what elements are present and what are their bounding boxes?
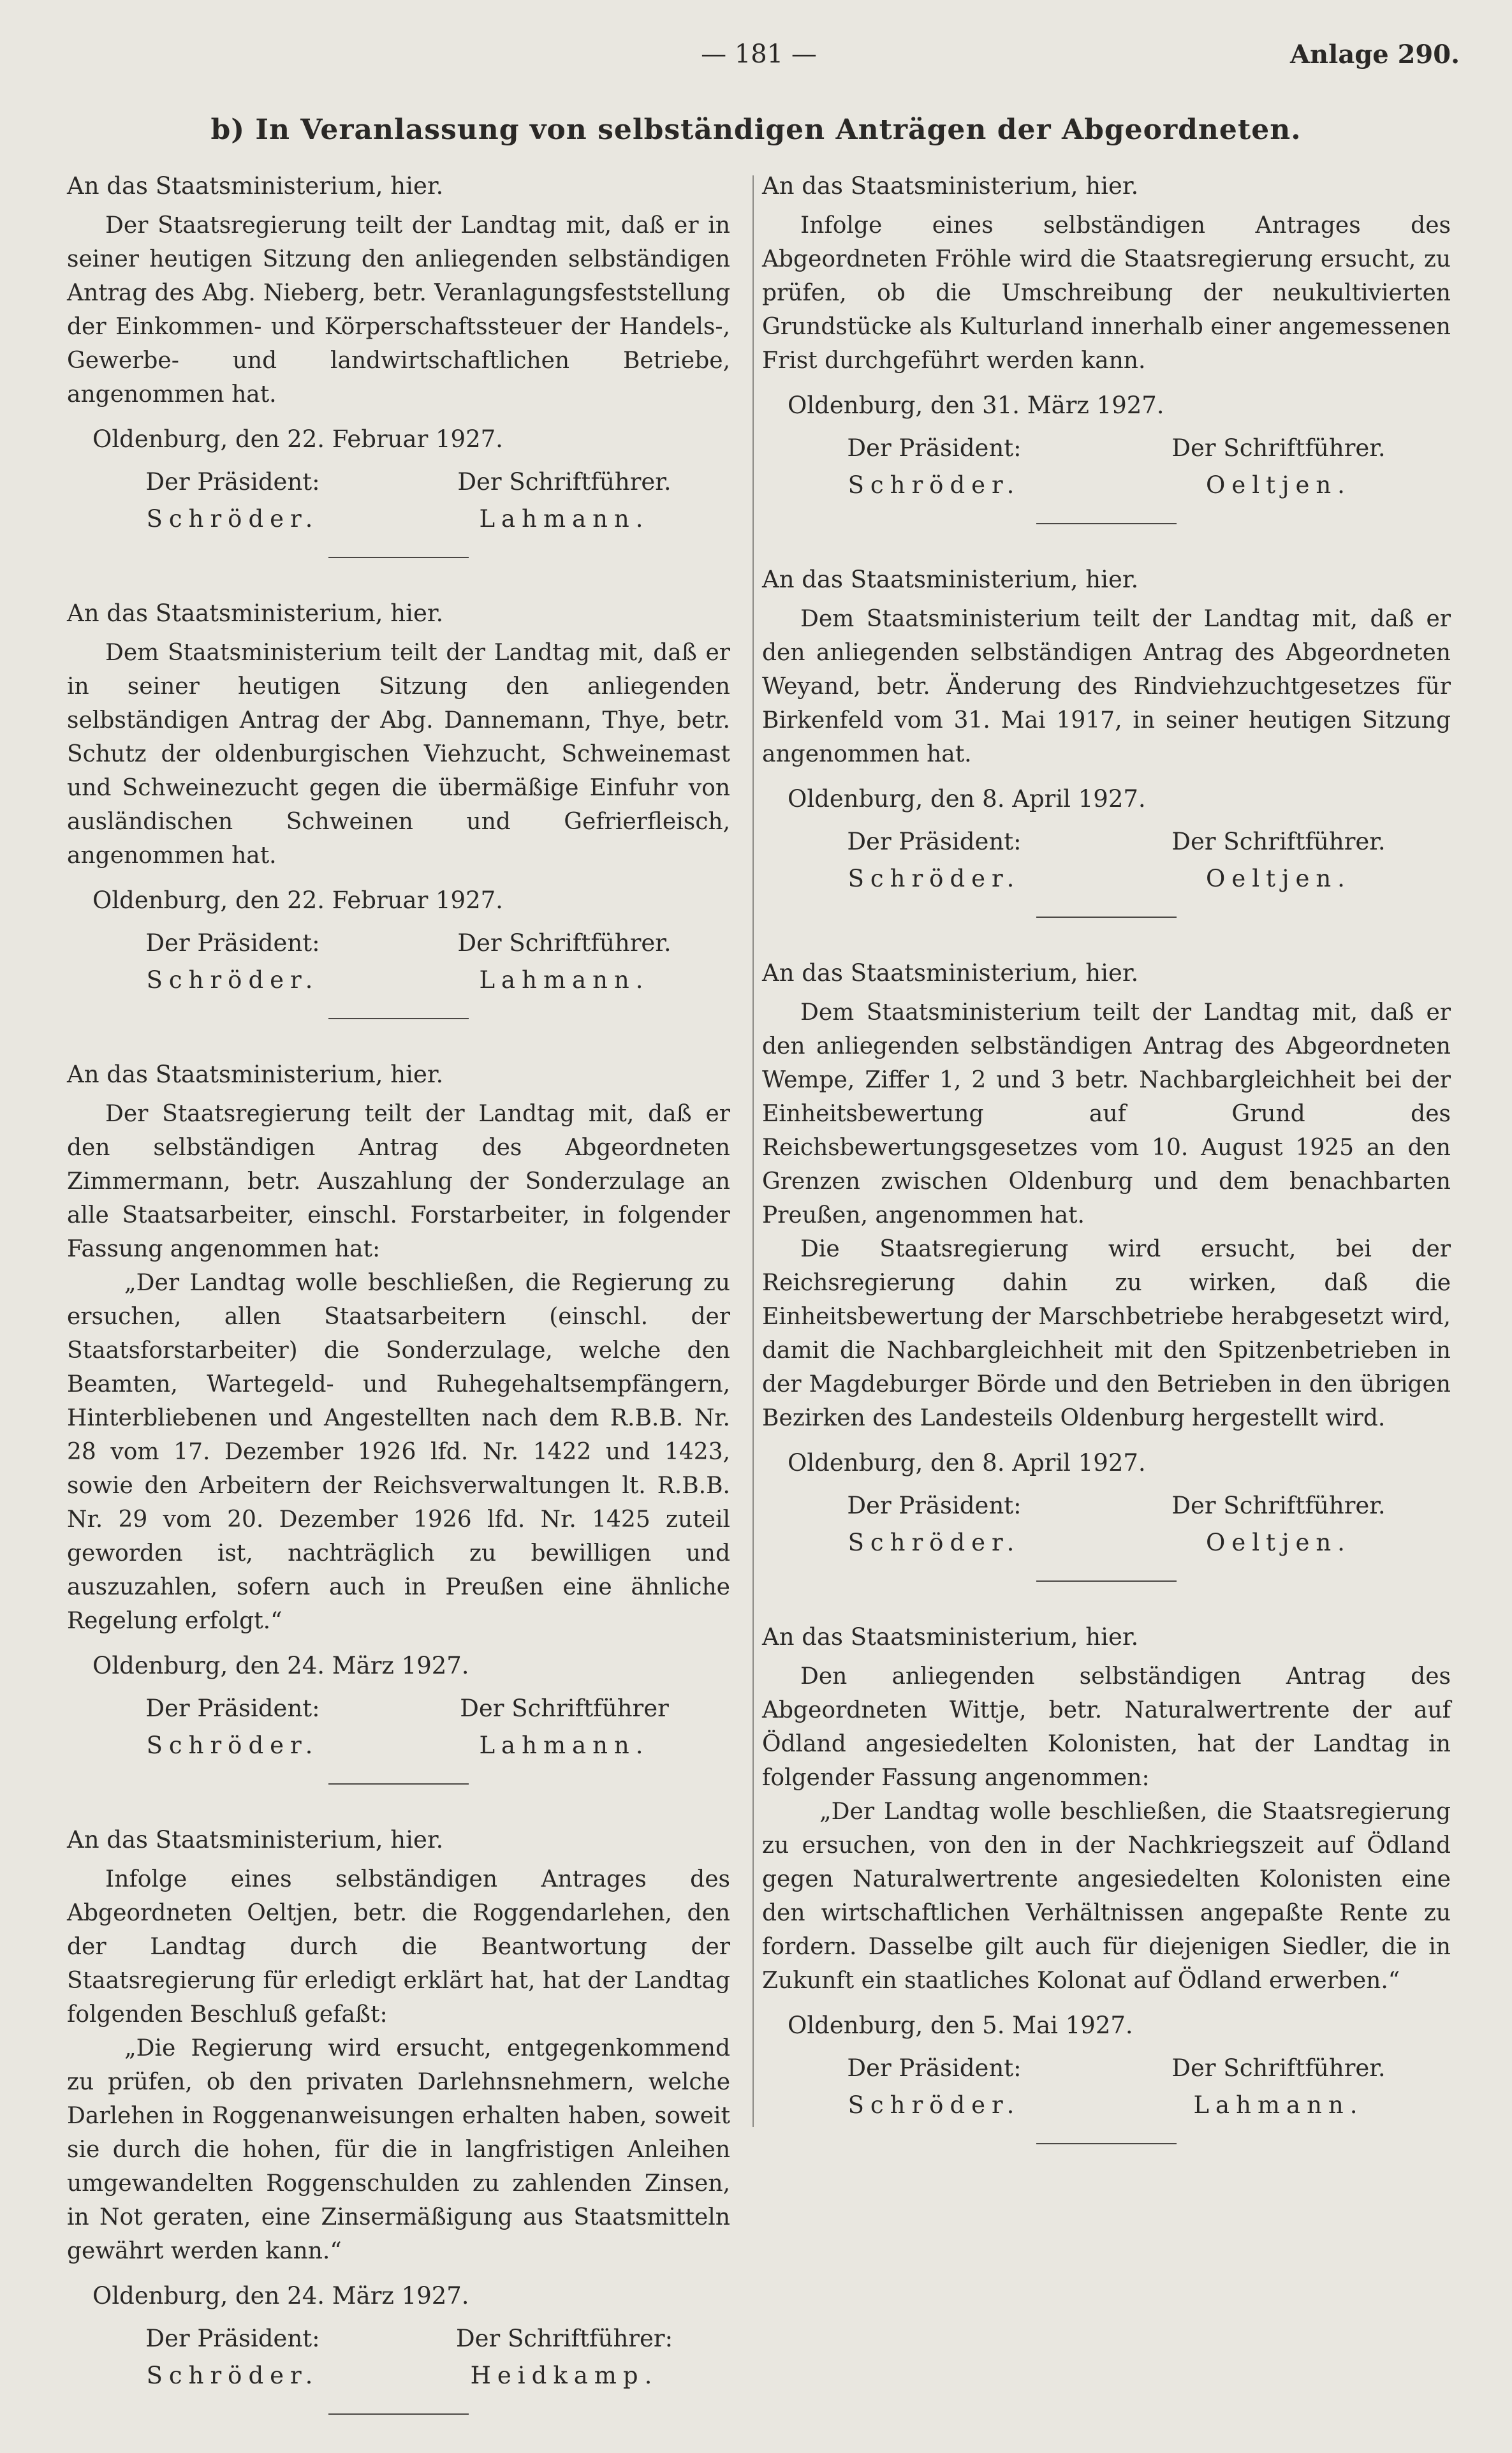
separator-rule — [1036, 1580, 1177, 1582]
president-name: Schröder. — [848, 1529, 1021, 1556]
address-line: An das Staatsministerium, hier. — [762, 1623, 1139, 1651]
date-line: Oldenburg, den 5. Mai 1927. — [788, 2012, 1133, 2039]
body-paragraph: Der Staatsregierung teilt der Landtag mit, daß er in seiner heutigen Sitzung den anliegenden selbständigen Antrag des Abg. Nieberg, betr. Veranlagungsfeststellung der Einkommen- und Körperschaftssteuer der Handels-, Gewerbe- und landwirtschaftlichen Betriebe, angenommen hat. — [67, 212, 730, 408]
date-line: Oldenburg, den 8. April 1927. — [788, 785, 1146, 813]
secretary-name: Oeltjen. — [1206, 865, 1351, 892]
body-paragraph: Dem Staatsministerium teilt der Landtag mit, daß er den anliegenden selbständigen Antrag des Abgeordneten Weyand, betr. Änderung des Rindviehzuchtgesetzes für Birkenfeld vom 31. Mai 1917, in seiner heutigen Sitzung angenommen hat. — [762, 606, 1451, 767]
date-line: Oldenburg, den 8. April 1927. — [788, 1449, 1146, 1477]
quoted-resolution: „Die Regierung wird ersucht, entgegenkommend zu prüfen, ob den privaten Darlehnsnehmern, welche Darlehen in Roggenanweisungen erhalten haben, soweit sie durch die hohen, für die in langfristigen Anleihen umgewandelten Roggenschulden zu zahlenden Zinsen, in Not geraten, eine Zinsermäßigung aus Staatsmitteln gewährt werden kann.“ — [67, 2035, 730, 2264]
separator-rule — [1036, 2143, 1177, 2144]
president-name: Schröder. — [146, 2362, 319, 2389]
signature-block — [67, 2320, 730, 2394]
resolution-entry — [67, 596, 730, 1019]
resolution-entry — [762, 169, 1451, 524]
address-line: An das Staatsministerium, hier. — [67, 172, 444, 200]
annex-label: Anlage 290. — [1290, 40, 1460, 70]
secretary-label: Der Schriftführer. — [1171, 434, 1386, 462]
secretary-name: Heidkamp. — [470, 2362, 659, 2389]
president-name: Schröder. — [146, 966, 319, 994]
president-name: Schröder. — [848, 865, 1021, 892]
signature-block — [762, 430, 1451, 504]
secretary-label: Der Schriftführer — [460, 1695, 669, 1722]
body-paragraph: Den anliegenden selbständigen Antrag des Abgeordneten Wittje, betr. Naturalwertrente der auf Ödland angesiedelten Kolonisten, hat der Landtag in folgender Fassung angenommen: — [762, 1663, 1451, 1791]
body-paragraph: Dem Staatsministerium teilt der Landtag mit, daß er in seiner heutigen Sitzung den anliegenden selbständigen Antrag der Abg. Dannemann, Thye, betr. Schutz der oldenburgischen Viehzucht, Schweinemast und Schweinezucht gegen die übermäßige Einfuhr von ausländischen Schweinen und Gefrierfleisch, angenommen hat. — [67, 640, 730, 869]
resolution-entry — [67, 169, 730, 558]
date-line: Oldenburg, den 22. Februar 1927. — [92, 887, 503, 914]
resolution-entry — [67, 1057, 730, 1785]
signature-block — [762, 823, 1451, 897]
secretary-name: Oeltjen. — [1206, 1529, 1351, 1556]
address-line: An das Staatsministerium, hier. — [762, 959, 1139, 987]
separator-rule — [328, 2413, 469, 2415]
address-line: An das Staatsministerium, hier. — [67, 1061, 444, 1088]
secretary-label: Der Schriftführer. — [457, 468, 672, 496]
section-title: b) In Veranlassung von selbständigen Anträgen der Abgeordneten. — [210, 114, 1302, 146]
president-name: Schröder. — [848, 471, 1021, 499]
signature-block — [67, 925, 730, 999]
address-line: An das Staatsministerium, hier. — [67, 600, 444, 627]
date-line: Oldenburg, den 24. März 1927. — [92, 1652, 469, 1679]
date-line: Oldenburg, den 24. März 1927. — [92, 2282, 469, 2309]
secretary-label: Der Schriftführer. — [457, 929, 672, 957]
resolution-entry — [762, 956, 1451, 1582]
separator-rule — [1036, 917, 1177, 918]
secretary-label: Der Schriftführer. — [1171, 828, 1386, 855]
secretary-name: Lahmann. — [479, 505, 650, 533]
page-number: — 181 — — [701, 40, 817, 69]
body-paragraph: Der Staatsregierung teilt der Landtag mit, daß er den selbständigen Antrag des Abgeordneten Zimmermann, betr. Auszahlung der Sonderzulage an alle Staatsarbeiter, einschl. Forstarbeiter, in folgender Fassung angenommen hat: — [67, 1101, 730, 1262]
separator-rule — [1036, 523, 1177, 524]
secretary-name: Lahmann. — [479, 966, 650, 994]
separator-rule — [328, 557, 469, 558]
president-label: Der Präsident: — [145, 929, 320, 957]
secretary-label: Der Schriftführer: — [455, 2325, 673, 2352]
secretary-name: Lahmann. — [479, 1732, 650, 1759]
column-divider — [752, 175, 754, 2127]
resolution-entry — [762, 1620, 1451, 2144]
body-paragraph: Dem Staatsministerium teilt der Landtag mit, daß er den anliegenden selbständigen Antrag des Abgeordneten Wempe, Ziffer 1, 2 und 3 betr. Nachbargleichheit bei der Einheitsbewertung auf Grund des Reichsbewertungsgesetzes vom 10. August 1925 an den Grenzen zwischen Oldenburg und dem benachbarten Preußen, angenommen hat. — [762, 999, 1451, 1228]
signature-block — [67, 464, 730, 538]
president-label: Der Präsident: — [145, 468, 320, 496]
body-paragraph: Infolge eines selbständigen Antrages des Abgeordneten Fröhle wird die Staatsregierung ersucht, zu prüfen, ob die Umschreibung der neukultivierten Grundstücke als Kulturland innerhalb einer angemessenen Frist durchgeführt werden kann. — [762, 212, 1451, 374]
separator-rule — [328, 1783, 469, 1785]
president-label: Der Präsident: — [847, 1492, 1022, 1519]
quoted-resolution: „Der Landtag wolle beschließen, die Staatsregierung zu ersuchen, von den in der Nachkriegszeit auf Ödland gegen Naturalwertrente angesiedelten Kolonisten eine den wirtschaftlichen Verhältnissen angepaßte Rente zu fordern. Dasselbe gilt auch für diejenigen Siedler, die in Zukunft ein staatliches Kolonat auf Ödland erwerben.“ — [762, 1799, 1451, 1994]
address-line: An das Staatsministerium, hier. — [762, 172, 1139, 200]
president-label: Der Präsident: — [145, 2325, 320, 2352]
date-line: Oldenburg, den 31. März 1927. — [788, 392, 1164, 419]
right-column — [762, 169, 1451, 2183]
left-column — [67, 169, 730, 2453]
quoted-resolution: „Der Landtag wolle beschließen, die Regierung zu ersuchen, allen Staatsarbeitern (einschl. der Staatsforstarbeiter) die Sonderzulage, welche den Beamten, Wartegeld- und Ruhegehaltsempfängern, Hinterbliebenen und Angestellten nach dem R.B.B. Nr. 28 vom 17. Dezember 1926 lfd. Nr. 1422 und 1423, sowie den Arbeitern der Reichsverwaltungen lt. R.B.B. Nr. 29 vom 20. Dezember 1926 lfd. Nr. 1425 zuteil geworden ist, nachträglich zu bewilligen und auszuzahlen, sofern auch in Preußen eine ähnliche Regelung erfolgt.“ — [67, 1270, 730, 1634]
resolution-entry — [67, 1823, 730, 2415]
president-label: Der Präsident: — [847, 828, 1022, 855]
body-paragraph: Infolge eines selbständigen Antrages des Abgeordneten Oeltjen, betr. die Roggendarlehen, den der Landtag durch die Beantwortung der Staatsregierung für erledigt erklärt hat, hat der Landtag folgenden Beschluß gefaßt: — [67, 1866, 731, 2028]
president-name: Schröder. — [146, 505, 319, 533]
secretary-name: Lahmann. — [1193, 2091, 1364, 2119]
body-paragraph: Die Staatsregierung wird ersucht, bei der Reichsregierung dahin zu wirken, daß die Einheitsbewertung der Marschbetriebe herabgesetzt wird, damit die Nachbargleichheit mit den Spitzenbetrieben in der Magdeburger Börde und den Betrieben in den übrigen Bezirken des Landesteils Oldenburg hergestellt wird. — [762, 1236, 1451, 1431]
president-label: Der Präsident: — [847, 434, 1022, 462]
secretary-name: Oeltjen. — [1206, 471, 1351, 499]
address-line: An das Staatsministerium, hier. — [762, 566, 1139, 593]
date-line: Oldenburg, den 22. Februar 1927. — [92, 425, 503, 453]
president-name: Schröder. — [146, 1732, 319, 1759]
signature-block — [762, 1487, 1451, 1561]
president-name: Schröder. — [848, 2091, 1021, 2119]
secretary-label: Der Schriftführer. — [1171, 2054, 1386, 2082]
address-line: An das Staatsministerium, hier. — [67, 1826, 444, 1853]
separator-rule — [328, 1018, 469, 1019]
secretary-label: Der Schriftführer. — [1171, 1492, 1386, 1519]
resolution-entry — [762, 563, 1451, 918]
signature-block — [67, 1690, 730, 1764]
president-label: Der Präsident: — [145, 1695, 320, 1722]
president-label: Der Präsident: — [847, 2054, 1022, 2082]
signature-block — [762, 2050, 1451, 2124]
